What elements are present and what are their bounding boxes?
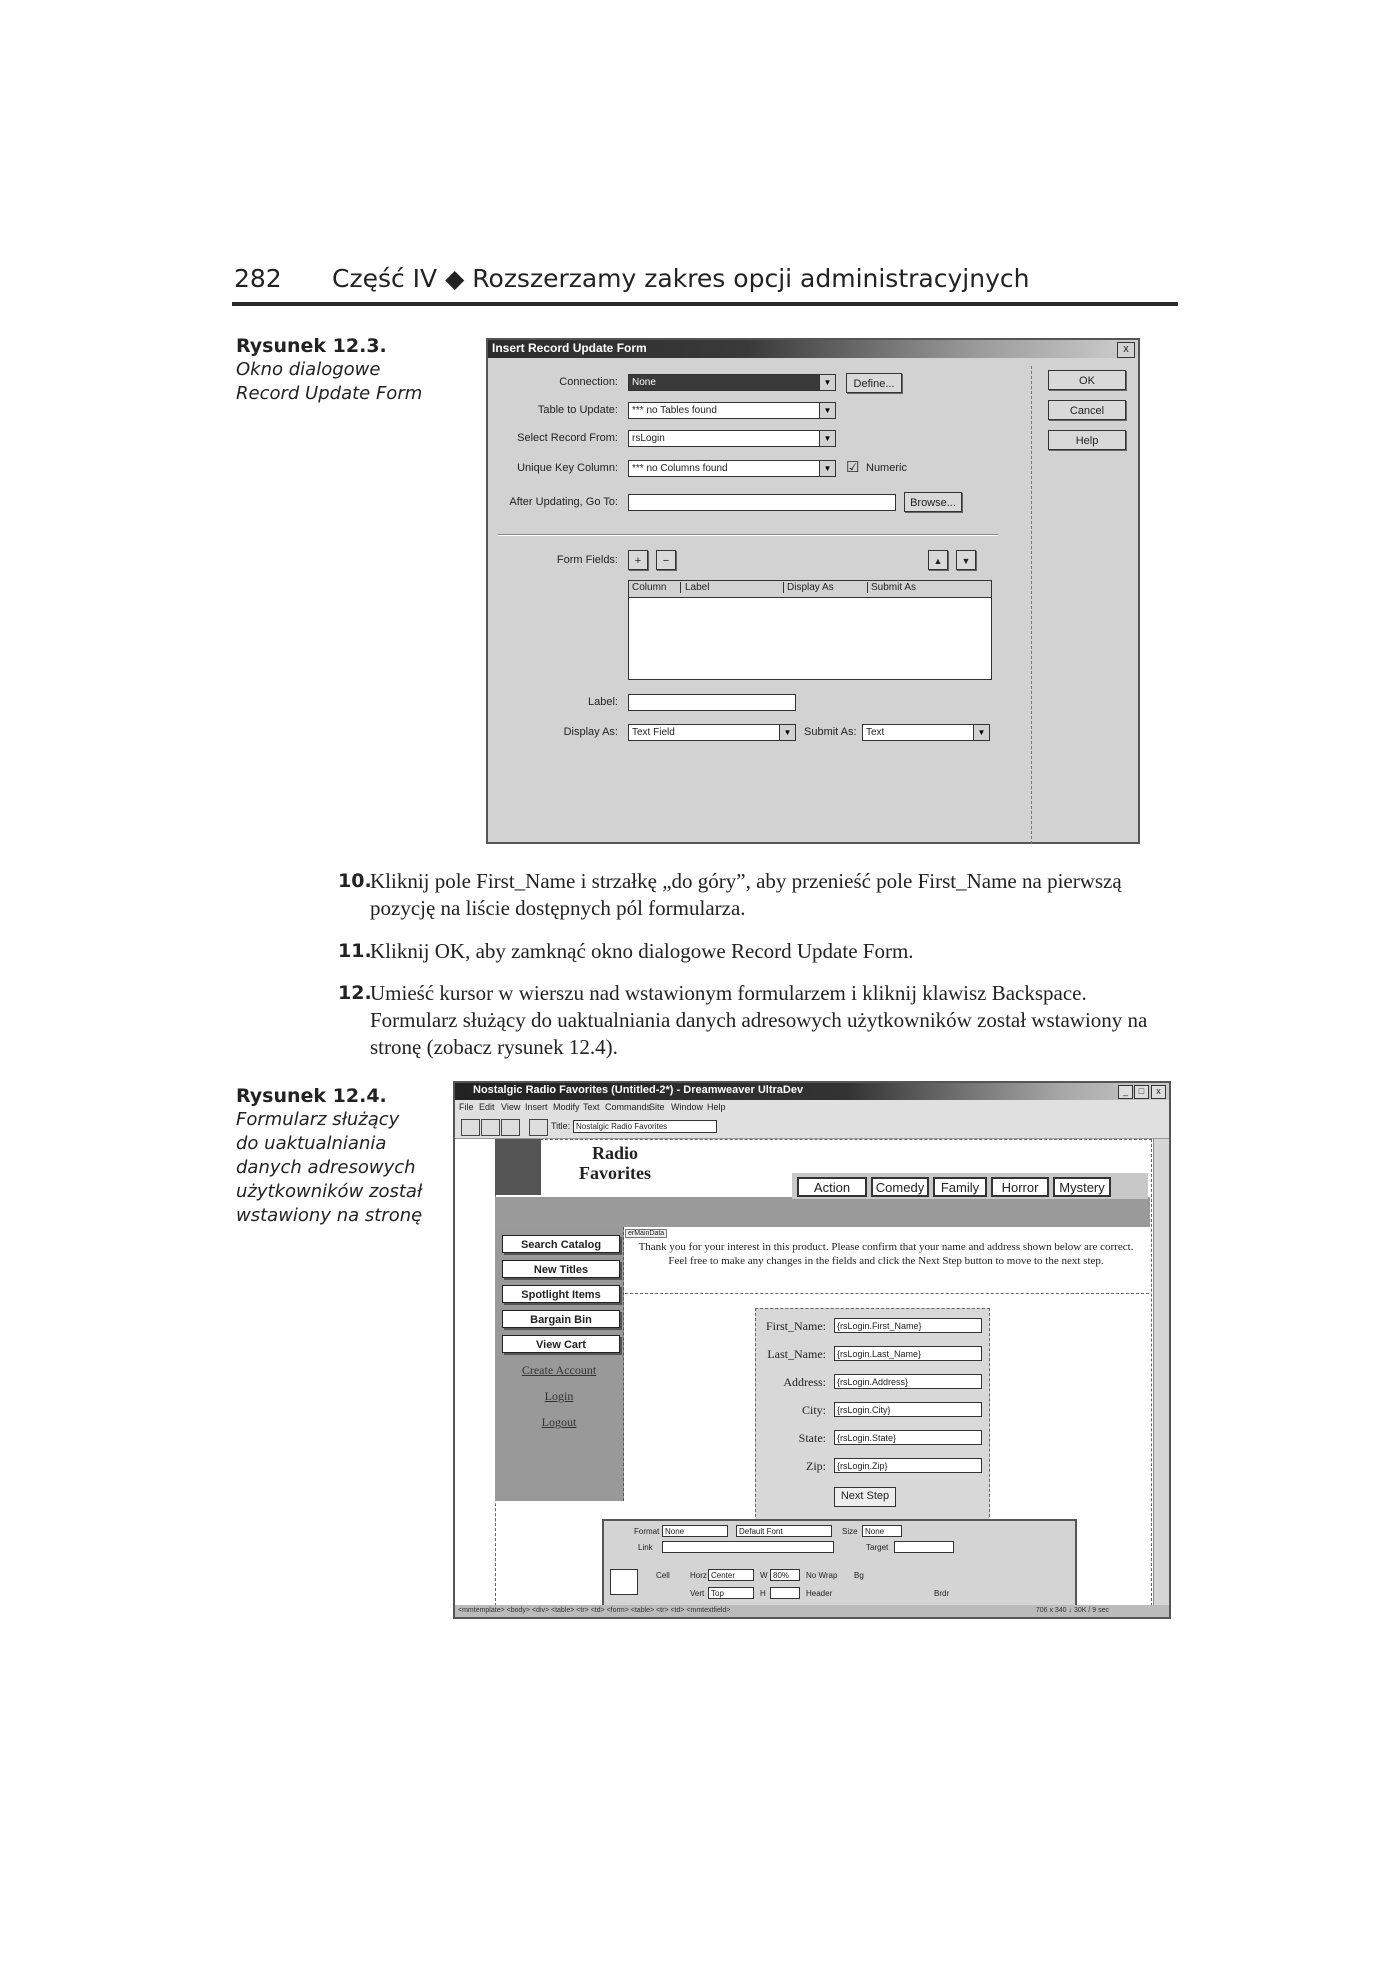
nowrap-label: No Wrap xyxy=(806,1571,838,1580)
submit-as-label: Submit As: xyxy=(804,726,857,738)
figure2-label: Rysunek 12.4. xyxy=(236,1085,387,1107)
divider xyxy=(498,534,998,536)
display-as-select[interactable] xyxy=(628,724,796,741)
chevron-down-icon[interactable]: ▼ xyxy=(819,375,835,390)
column-header[interactable]: Column xyxy=(632,582,681,593)
region-divider xyxy=(625,1293,1149,1294)
state-field[interactable]: {rsLogin.State} xyxy=(834,1430,982,1445)
form-row xyxy=(756,1427,989,1449)
list-header xyxy=(629,581,991,598)
step-11 xyxy=(338,938,1158,965)
field-label: State: xyxy=(798,1431,826,1445)
form-row xyxy=(756,1455,989,1477)
field-label: First_Name: xyxy=(766,1319,826,1333)
column-header[interactable]: Label xyxy=(685,582,784,593)
numeric-label: Numeric xyxy=(866,462,907,474)
help-button[interactable]: Help xyxy=(1048,430,1126,450)
add-field-button[interactable]: + xyxy=(628,550,648,570)
target-label: Target xyxy=(866,1543,889,1552)
step-number: 10. xyxy=(338,870,372,892)
site-logo-text xyxy=(555,1143,675,1183)
chevron-down-icon[interactable]: ▼ xyxy=(819,461,835,476)
h-input[interactable] xyxy=(770,1587,800,1599)
minimize-icon[interactable]: _ xyxy=(1118,1085,1133,1099)
split-view-icon[interactable] xyxy=(481,1119,500,1136)
radio-logo-icon xyxy=(495,1139,541,1195)
bg-label: Bg xyxy=(854,1571,864,1580)
step-text: Kliknij OK, aby zamknąć okno dialogowe Record Update Form. xyxy=(370,939,914,963)
nav-new-titles[interactable]: New Titles xyxy=(502,1260,620,1278)
menu-item-commands[interactable]: Commands xyxy=(605,1102,652,1112)
dialog-title-bar xyxy=(488,340,1138,358)
tab-mystery[interactable]: Mystery xyxy=(1053,1177,1111,1197)
h-label: H xyxy=(760,1589,766,1598)
w-input[interactable]: 80% xyxy=(770,1569,800,1581)
chevron-down-icon[interactable]: ▼ xyxy=(819,431,835,446)
maximize-icon[interactable]: □ xyxy=(1134,1085,1149,1099)
address-form-table xyxy=(755,1308,990,1522)
menu-item-insert[interactable]: Insert xyxy=(525,1102,548,1112)
region-tag: erMainData xyxy=(625,1229,667,1238)
connection-value: None xyxy=(632,377,656,388)
remove-field-button[interactable]: − xyxy=(656,550,676,570)
field-label: City: xyxy=(801,1403,826,1417)
vert-select[interactable]: Top xyxy=(708,1587,754,1599)
nav-logout[interactable]: Logout xyxy=(541,1415,577,1429)
move-down-button[interactable]: ▼ xyxy=(956,550,976,570)
logo-line: Radio xyxy=(591,1143,638,1163)
address-field[interactable]: {rsLogin.Address} xyxy=(834,1374,982,1389)
step-10 xyxy=(338,868,1158,922)
form-fields-list[interactable] xyxy=(628,580,992,680)
figure1-caption-line: Okno dialogowe xyxy=(236,359,381,380)
figure1-label: Rysunek 12.3. xyxy=(236,335,387,357)
menu-item-text[interactable]: Text xyxy=(583,1102,600,1112)
chevron-down-icon[interactable]: ▼ xyxy=(973,725,989,740)
live-data-icon[interactable] xyxy=(529,1119,548,1136)
window-title-bar xyxy=(455,1083,1169,1100)
dialog-title: Insert Record Update Form xyxy=(492,341,647,355)
running-header xyxy=(232,262,1178,306)
toolbar xyxy=(455,1116,1169,1139)
vert-label: Vert xyxy=(690,1589,705,1598)
select-record-select[interactable] xyxy=(628,430,836,447)
label-label: Label: xyxy=(588,696,618,708)
property-inspector xyxy=(602,1519,1077,1615)
nav-spotlight-items[interactable]: Spotlight Items xyxy=(502,1285,620,1303)
menu-bar xyxy=(455,1100,1169,1116)
next-step-button[interactable]: Next Step xyxy=(834,1487,896,1507)
numeric-checkbox[interactable]: ☑ xyxy=(846,459,860,476)
figure2-caption-line: do uaktualniania xyxy=(236,1133,387,1154)
move-up-button[interactable]: ▲ xyxy=(928,550,948,570)
define-button[interactable]: Define... xyxy=(846,373,902,393)
cell-label: Cell xyxy=(656,1571,670,1580)
menu-item-help[interactable]: Help xyxy=(707,1102,726,1112)
unique-key-label: Unique Key Column: xyxy=(517,462,618,474)
intro-paragraph: Thank you for your interest in this product. Please confirm that your name and address shown below are correct. Feel free to make any changes in the fields and click the Next Step button to move to the next step. xyxy=(638,1241,1134,1267)
tab-horror[interactable]: Horror xyxy=(991,1177,1049,1197)
status-bar xyxy=(455,1605,1169,1617)
dreamweaver-window xyxy=(453,1081,1171,1619)
w-label: W xyxy=(760,1571,768,1580)
figure2-caption-line: danych adresowych xyxy=(236,1157,416,1178)
field-label: Address: xyxy=(783,1375,826,1389)
last-name-field[interactable]: {rsLogin.Last_Name} xyxy=(834,1346,982,1361)
tag-selector[interactable]: <mmtemplate> <body> <div> <table> <tr> <td> <form> <table> <tr> <td> <mmtextfield> xyxy=(458,1607,731,1614)
link-input[interactable] xyxy=(662,1541,834,1553)
design-view-icon[interactable] xyxy=(501,1119,520,1136)
font-select[interactable]: Default Font xyxy=(736,1525,832,1537)
nav-create-account[interactable]: Create Account xyxy=(521,1363,597,1377)
horz-select[interactable]: Center xyxy=(708,1569,754,1581)
menu-item-window[interactable]: Window xyxy=(671,1102,704,1112)
close-icon[interactable]: x xyxy=(1117,342,1135,358)
window-title: Nostalgic Radio Favorites (Untitled-2*) - Dreamweaver UltraDev xyxy=(473,1084,804,1096)
insert-record-update-form-dialog xyxy=(486,338,1140,844)
left-navigation xyxy=(495,1227,624,1501)
menu-item-edit[interactable]: Edit xyxy=(479,1102,495,1112)
city-field[interactable]: {rsLogin.City} xyxy=(834,1402,982,1417)
step-12 xyxy=(338,980,1158,1061)
page-title-input[interactable]: Nostalgic Radio Favorites xyxy=(573,1120,717,1133)
submit-as-select[interactable] xyxy=(862,724,990,741)
nav-bargain-bin[interactable]: Bargain Bin xyxy=(502,1310,620,1328)
form-fields-label: Form Fields: xyxy=(556,554,618,566)
title-label: Title: xyxy=(551,1121,571,1131)
form-row xyxy=(756,1399,989,1421)
figure1-caption xyxy=(236,334,436,406)
form-row xyxy=(756,1343,989,1365)
display-as-label: Display As: xyxy=(563,726,618,738)
tab-comedy[interactable]: Comedy xyxy=(871,1177,929,1197)
logo-line: Favorites xyxy=(579,1163,651,1183)
form-row xyxy=(756,1315,989,1337)
menu-item-view[interactable]: View xyxy=(501,1102,521,1112)
display-as-value: Text Field xyxy=(632,727,675,738)
ok-button[interactable]: OK xyxy=(1048,370,1126,390)
figure1-caption-line: Record Update Form xyxy=(236,383,423,404)
tab-family[interactable]: Family xyxy=(933,1177,987,1197)
submit-as-value: Text xyxy=(866,727,885,738)
step-number: 11. xyxy=(338,940,372,962)
nav-login[interactable]: Login xyxy=(544,1389,574,1403)
page-number: 282 xyxy=(234,264,282,293)
select-record-value: rsLogin xyxy=(632,433,665,444)
after-updating-input[interactable] xyxy=(628,494,896,511)
field-label: Last_Name: xyxy=(767,1347,826,1361)
table-select[interactable] xyxy=(628,402,836,419)
header-label: Header xyxy=(806,1589,833,1598)
chevron-down-icon[interactable]: ▼ xyxy=(819,403,835,418)
field-label: Zip: xyxy=(806,1459,826,1473)
nav-search-catalog[interactable]: Search Catalog xyxy=(502,1235,620,1253)
menu-item-file[interactable]: File xyxy=(459,1102,474,1112)
column-header[interactable]: Submit As xyxy=(871,582,917,593)
figure2-caption-line: Formularz służący xyxy=(236,1109,400,1130)
table-label: Table to Update: xyxy=(537,404,618,416)
target-select[interactable] xyxy=(894,1541,954,1553)
table-cell-icon xyxy=(610,1569,638,1595)
window-size-readout: 706 x 340 ↓ 30K / 9 sec xyxy=(1035,1607,1109,1614)
brdr-label: Brdr xyxy=(934,1589,950,1598)
size-label: Size xyxy=(842,1527,858,1536)
step-text: Umieść kursor w wierszu nad wstawionym formularzem i kliknij klawisz Backspace. Formularz służący do uaktualniania danych adresowych użytkowników został wstawiony na stronę (zobacz rysunek 12.4). xyxy=(370,981,1148,1059)
size-select[interactable]: None xyxy=(862,1525,902,1537)
label-input[interactable] xyxy=(628,694,796,711)
vertical-divider xyxy=(1031,366,1032,844)
format-label: Format xyxy=(634,1527,660,1536)
unique-key-value: *** no Columns found xyxy=(632,463,728,474)
unique-key-select[interactable] xyxy=(628,460,836,477)
cancel-button[interactable]: Cancel xyxy=(1048,400,1126,420)
tab-action[interactable]: Action xyxy=(797,1177,867,1197)
figure2-caption xyxy=(236,1084,446,1228)
zip-field[interactable]: {rsLogin.Zip} xyxy=(834,1458,982,1473)
header-bar xyxy=(495,1197,1150,1227)
connection-select[interactable] xyxy=(628,374,836,391)
menu-item-site[interactable]: Site xyxy=(649,1102,665,1112)
connection-label: Connection: xyxy=(559,376,618,388)
vertical-scrollbar[interactable] xyxy=(1153,1139,1169,1609)
select-record-label: Select Record From: xyxy=(517,432,618,444)
close-icon[interactable]: x xyxy=(1151,1085,1166,1099)
chapter-title: Część IV ◆ Rozszerzamy zakres opcji administracyjnych xyxy=(332,264,1030,293)
step-number: 12. xyxy=(338,982,372,1004)
column-header[interactable]: Display As xyxy=(787,582,868,593)
code-view-icon[interactable] xyxy=(461,1119,480,1136)
form-row xyxy=(756,1371,989,1393)
figure2-caption-line: użytkowników został xyxy=(236,1181,423,1202)
menu-item-modify[interactable]: Modify xyxy=(553,1102,580,1112)
figure2-caption-line: wstawiony na stronę xyxy=(236,1205,423,1226)
chevron-down-icon[interactable]: ▼ xyxy=(779,725,795,740)
first-name-field[interactable]: {rsLogin.First_Name} xyxy=(834,1318,982,1333)
nav-view-cart[interactable]: View Cart xyxy=(502,1335,620,1353)
after-updating-label: After Updating, Go To: xyxy=(509,496,618,508)
format-select[interactable]: None xyxy=(662,1525,728,1537)
table-value: *** no Tables found xyxy=(632,405,717,416)
link-label: Link xyxy=(638,1543,653,1552)
horz-label: Horz xyxy=(690,1571,707,1580)
browse-button[interactable]: Browse... xyxy=(904,492,962,512)
step-text: Kliknij pole First_Name i strzałkę „do góry”, aby przenieść pole First_Name na pierwszą pozycję na liście dostępnych pól formularza. xyxy=(370,869,1122,920)
